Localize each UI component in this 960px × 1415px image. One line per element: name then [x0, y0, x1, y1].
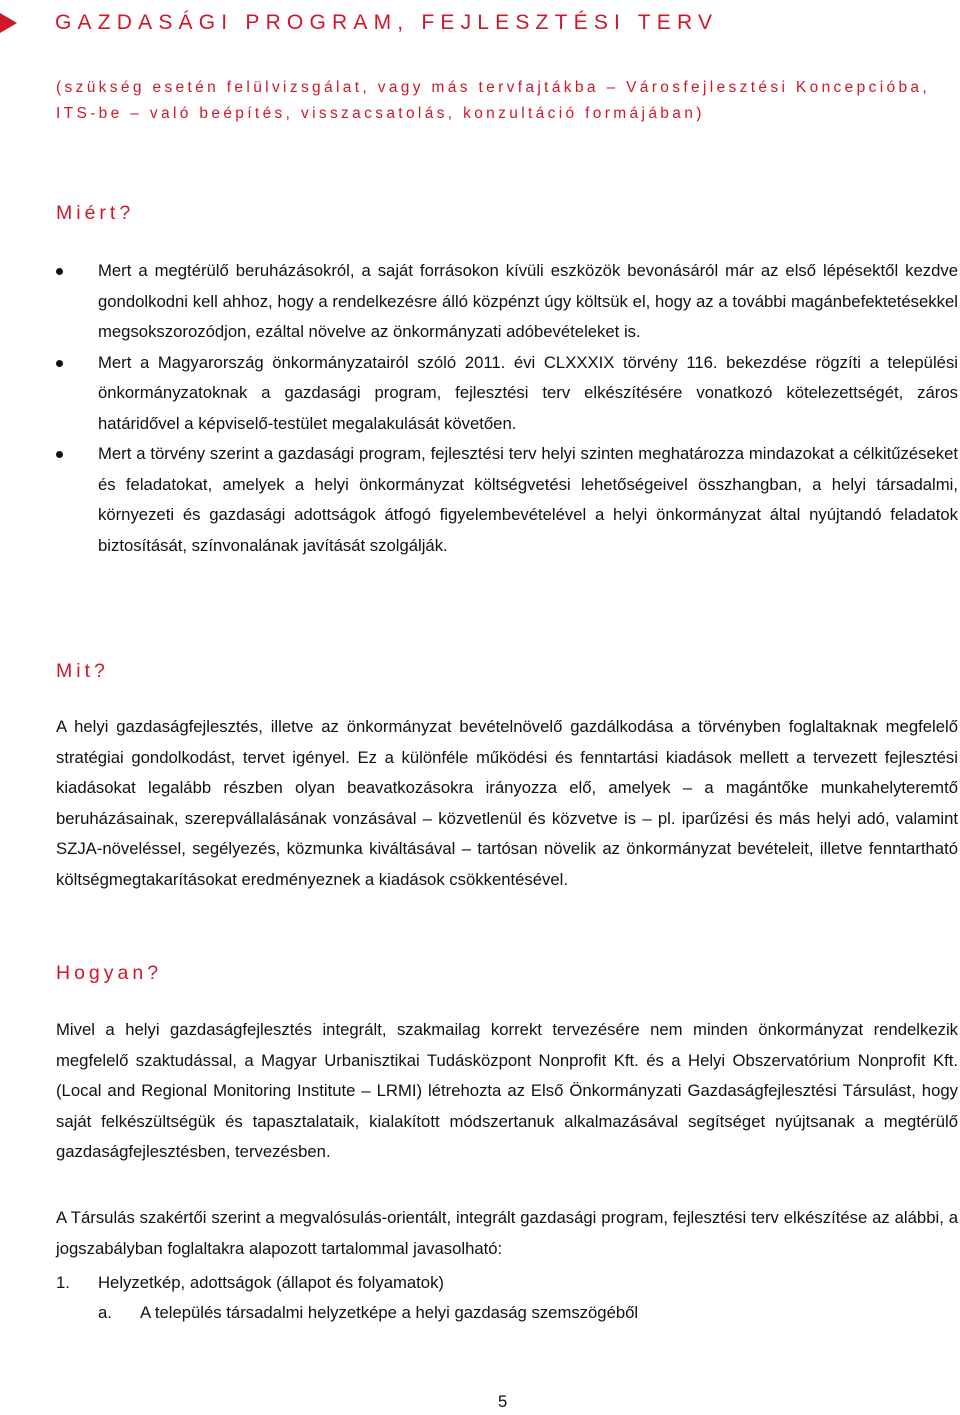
- title-row: [0, 8, 718, 38]
- list-item: [56, 348, 958, 440]
- page-title: GAZDASÁGI PROGRAM, FEJLESZTÉSI TERV: [55, 11, 719, 34]
- bullet-text: Mert a Magyarország önkormányzatairól szóló 2011. évi CLXXXIX törvény 116. bekezdése rögzíti a települési önkormányzatoknak a gazdasági program, fejlesztési terv elkészítésére vonatkozó kötelezettségét, záros határidővel a képviselő-testület megalakulását követően.: [98, 352, 958, 433]
- list-item: [56, 439, 958, 561]
- bullet-text: Mert a törvény szerint a gazdasági program, fejlesztési terv helyi szinten meghatározza mindazokat a célkitűzéseket és feladatokat, amelyek a helyi önkormányzat költségvetési lehetőségeivel összhangban, a helyi társadalmi, környezeti és gazdasági adottságok átfogó figyelembevételével a helyi önkormányzat által nyújtandó feladatok biztosítását, színvonalának javítását szolgálják.: [98, 444, 958, 555]
- page-subtitle: (szükség esetén felülvizsgálat, vagy más tervfajtákba – Városfejlesztési Koncepcióba, ITS-be – való beépítés, visszacsatolás, konzultáció formájában): [56, 79, 931, 122]
- heading-miert: Miért?: [56, 202, 135, 224]
- hogyan-paragraph-1: Mivel a helyi gazdaságfejlesztés integrált, szakmailag korrekt tervezésére nem minden önkormányzat rendelkezik megfelelő szaktudással, a Magyar Urbanisztikai Tudásközpont Nonprofit Kft. és a Helyi Obszervatórium Nonprofit Kft. (Local and Regional Monitoring Institute – LRMI) létrehozta az Első Önkormányzati Gazdaságfejlesztési Társulást, hogy saját felkészültségük és tapasztalataik, kialakított módszertanuk alkalmazásával segítséget nyújtsanak a megtérülő gazdaságfejlesztésben, tervezésben.: [56, 1020, 958, 1161]
- bullet-icon: [56, 268, 63, 275]
- heading-hogyan: Hogyan?: [56, 962, 163, 984]
- bullet-icon: [56, 451, 63, 458]
- bullet-text: Mert a megtérülő beruházásokról, a saját forrásokon kívüli eszközök bevonásáról már az első lépésektől kezdve gondolkodni kell ahhoz, hogy a rendelkezésre álló közpénzt úgy költsük el, hogy az a további magánbefektetésekkel megsokszorozódjon, ezáltal növelve az önkormányzati adóbevételeket is.: [98, 261, 958, 341]
- bullet-icon: [56, 360, 63, 367]
- page-number: 5: [498, 1392, 508, 1411]
- hogyan-paragraph-2: A Társulás szakértői szerint a megvalósulás-orientált, integrált gazdasági program, fejlesztési terv elkészítése az alábbi, a jogszabályban foglaltakra alapozott tartalommal javasolható:: [56, 1208, 958, 1258]
- mit-paragraph: A helyi gazdaságfejlesztés, illetve az önkormányzat bevételnövelő gazdálkodása a törvényben foglaltaknak megfelelő stratégiai gondolkodást, tervet igényel. Ez a különféle működési és fenntartási kiadások mellett a tervezett fejlesztési kiadásokat legalább részben olyan beavatkozásokra irányozza elő, amelyek – a magántőke munkahelyteremtő beruházásainak, szerepvállalásának vonzásával – közvetlenül és közvetve is – pl. iparűzési és más helyi adó, valamint SZJA-növeléssel, segélyezés, közmunka kiváltásával – tartósan növelik az önkormányzat bevételeit, illetve fenntartható költségmegtakarításokat eredményeznek a kiadások csökkentésével.: [56, 717, 958, 889]
- list-item: [98, 1298, 638, 1328]
- list-item: [56, 1268, 444, 1298]
- triangle-bullet-icon: [0, 13, 17, 33]
- list-text: A település társadalmi helyzetképe a helyi gazdaság szemszögéből: [140, 1303, 639, 1322]
- list-item: [56, 256, 958, 348]
- list-text: Helyzetkép, adottságok (állapot és folyamatok): [98, 1273, 444, 1292]
- list-number: 1.: [56, 1273, 70, 1292]
- heading-mit: Mit?: [56, 660, 109, 682]
- miert-bullet-list: [56, 256, 958, 561]
- list-number: a.: [98, 1303, 112, 1322]
